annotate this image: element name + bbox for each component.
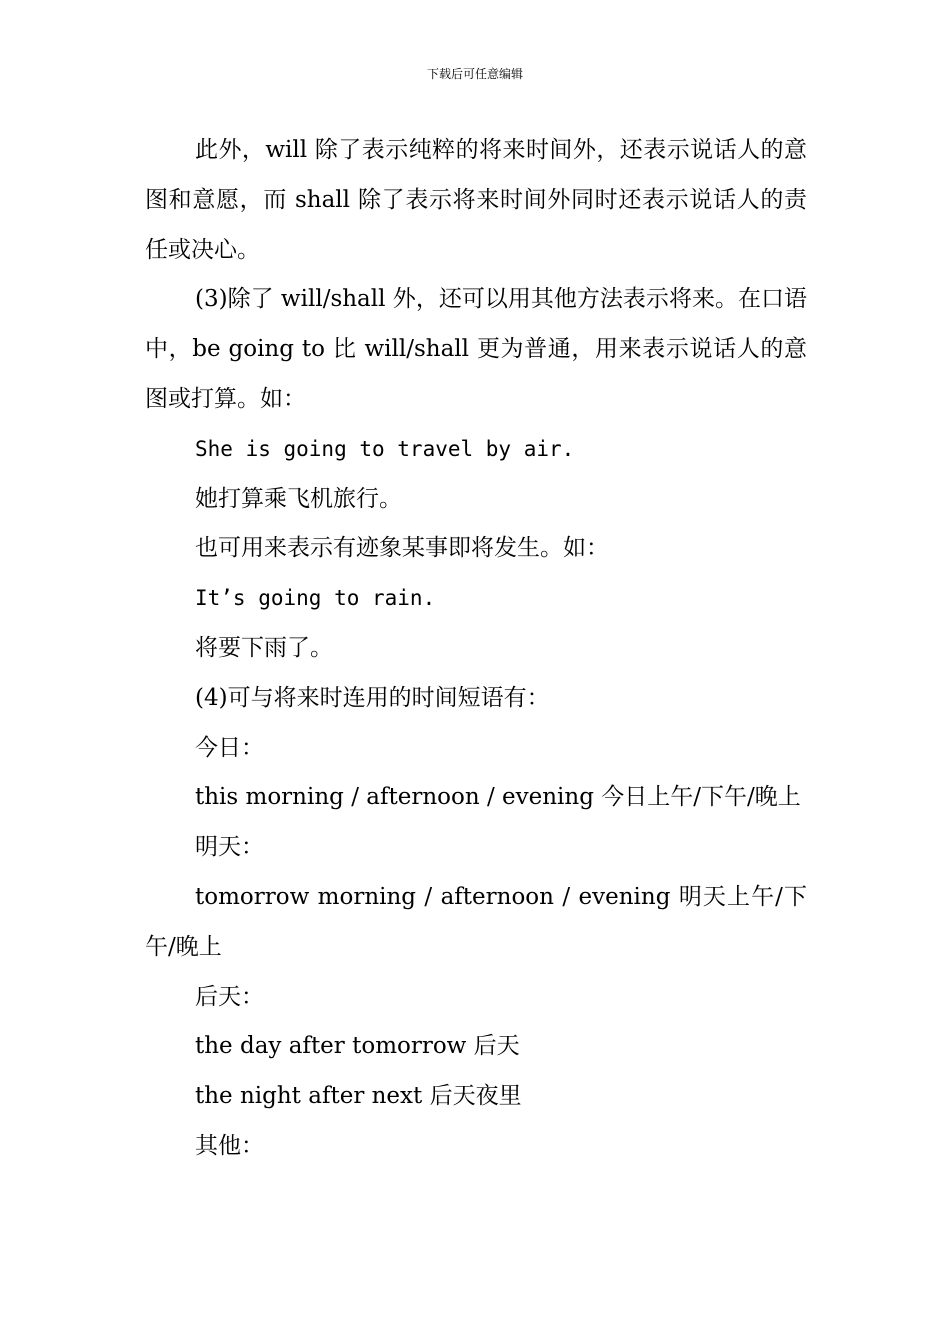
label-day-after-tomorrow: 后天： [195,983,264,1010]
example-translation-rain: 将要下雨了。 [195,634,333,661]
paragraph-other-future-forms: (3)除了 will/shall 外，还可以用其他方法表示将来。在口语中，be going to 比 will/shall 更为普通，用来表示说话人的意图或打算。如： [145,286,807,412]
phrase-day-after-tomorrow: the day after tomorrow 后天 [195,1033,520,1060]
phrase-this-morning: this morning / afternoon / evening 今日上午/下午/晚上 [195,784,801,811]
document-body [145,126,807,1172]
example-translation-travel: 她打算乘飞机旅行。 [195,485,402,512]
phrase-night-after-next: the night after next 后天夜里 [195,1083,522,1110]
paragraph-signs-of-future: 也可用来表示有迹象某事即将发生。如： [195,535,609,562]
paragraph-time-phrases-heading: (4)可与将来时连用的时间短语有： [195,684,550,711]
phrase-tomorrow-morning: tomorrow morning / afternoon / evening 明天上午/下午/晚上 [145,883,807,960]
example-sentence-travel: She is going to travel by air. [195,436,575,461]
label-tomorrow: 明天： [195,834,264,861]
label-others: 其他： [195,1132,264,1159]
label-today: 今日： [195,734,264,761]
paragraph-will-shall-meaning: 此外，will 除了表示纯粹的将来时间外，还表示说话人的意图和意愿，而 shall 除了表示将来时间外同时还表示说话人的责任或决心。 [145,137,807,263]
example-sentence-rain: It’s going to rain. [195,586,436,611]
page-header: 下载后可任意编辑 [426,67,523,81]
